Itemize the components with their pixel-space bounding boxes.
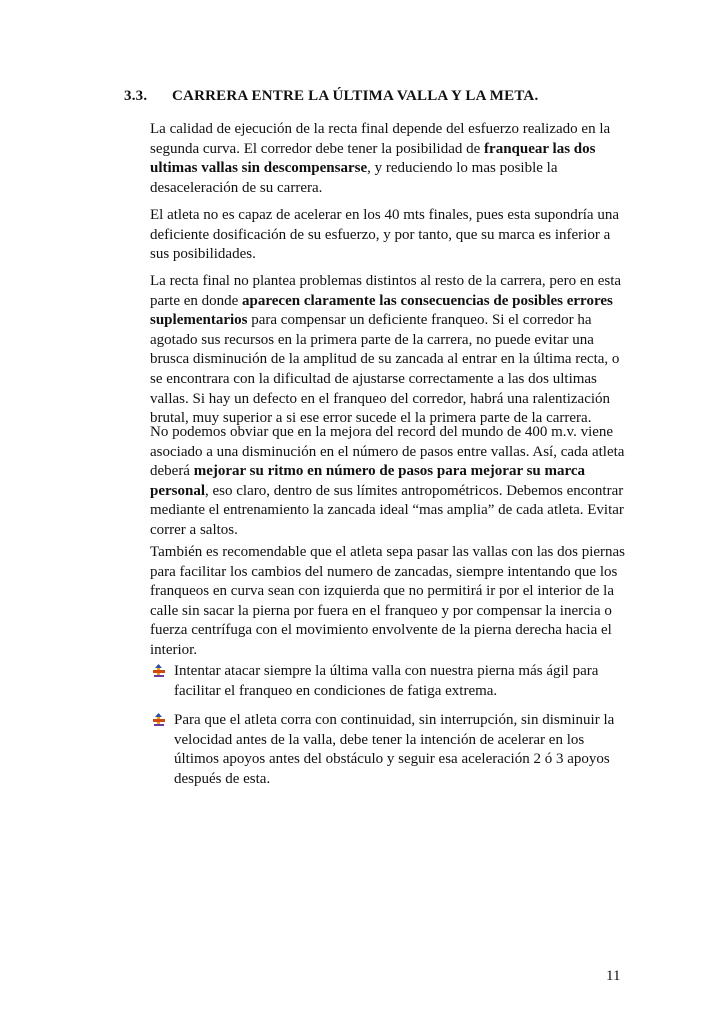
bullet-text: Intentar atacar siempre la última valla con nuestra pierna más ágil para facilitar el franqueo en condiciones de fatiga extrema. [174, 663, 599, 699]
section-title: CARRERA ENTRE LA ÚLTIMA VALLA Y LA META. [172, 88, 539, 104]
body-text: El atleta no es capaz de acelerar en los 40 mts finales, pues esta supondría una deficiente dosificación de su esfuerzo, y por tanto, que su marca es inferior a sus posibilidades. [150, 207, 619, 263]
paragraph-2 [150, 206, 628, 265]
paragraph-4 [150, 423, 628, 541]
bullet-arrow-icon [152, 664, 166, 678]
bullet-item-1 [152, 662, 628, 701]
bold-text: mejorar su ritmo en número de pasos para mejorar su marca personal [150, 463, 586, 499]
bold-text: franquear las dos ultimas vallas sin descompensarse [150, 140, 596, 177]
page-number: 11 [606, 968, 621, 984]
body-text: , eso claro, dentro de sus límites antropométricos. Debemos encontrar mediante el entrenamiento la zancada ideal “mas amplia” de cada atleta. Evitar correr a saltos. [150, 482, 624, 538]
paragraph-3 [150, 272, 628, 429]
body-text: La calidad de ejecución de la recta final depende del esfuerzo realizado en la segunda curva. El corredor debe tener la posibilidad de [150, 121, 611, 157]
body-text: para compensar un deficiente franqueo. Si el corredor ha agotado sus recursos en la primera parte de la carrera, no puede evitar una brusca disminución de la amplitud de su zancada al entrar en la última recta, o se encontrara con la dificultad de ajustarse correctamente a las dos ultimas vallas. Si hay un defecto en el franqueo del corredor, habrá una ralentización brutal, muy superior a si ese error sucede el la primera parte de la carrera. [150, 312, 620, 427]
body-text: , y reduciendo lo mas posible la desaceleración de su carrera. [150, 160, 558, 196]
body-text: No podemos obviar que en la mejora del record del mundo de 400 m.v. viene asociado a una disminución en el número de pasos entre vallas. Así, cada atleta deberá [150, 424, 625, 480]
bullet-arrow-icon [152, 713, 166, 727]
bullet-text: Para que el atleta corra con continuidad, sin interrupción, sin disminuir la velocidad antes de la valla, debe tener la intención de acelerar en los últimos apoyos antes del obstáculo y seguir esa aceleración 2 ó 3 apoyos después de esta. [174, 712, 615, 787]
section-number: 3.3. [124, 88, 148, 104]
bullet-item-2 [152, 711, 628, 789]
bold-text: aparecen claramente las consecuencias de posibles errores suplementarios [150, 292, 613, 329]
paragraph-1 [150, 120, 628, 198]
body-text: La recta final no plantea problemas distintos al resto de la carrera, pero en esta parte en donde [150, 273, 622, 309]
body-text: También es recomendable que el atleta sepa pasar las vallas con las dos piernas para facilitar los cambios del numero de zancadas, siempre intentando que los franqueos en curva sean con izquierda que no permitirá ir por el interior de la calle sin sacar la pierna por fuera en el franqueo y por compensar la inercia o fuerza centrífuga con el movimiento envolvente de la pierna derecha hacia el interior. [150, 544, 626, 658]
paragraph-5 [150, 543, 628, 661]
section-heading [124, 88, 538, 105]
